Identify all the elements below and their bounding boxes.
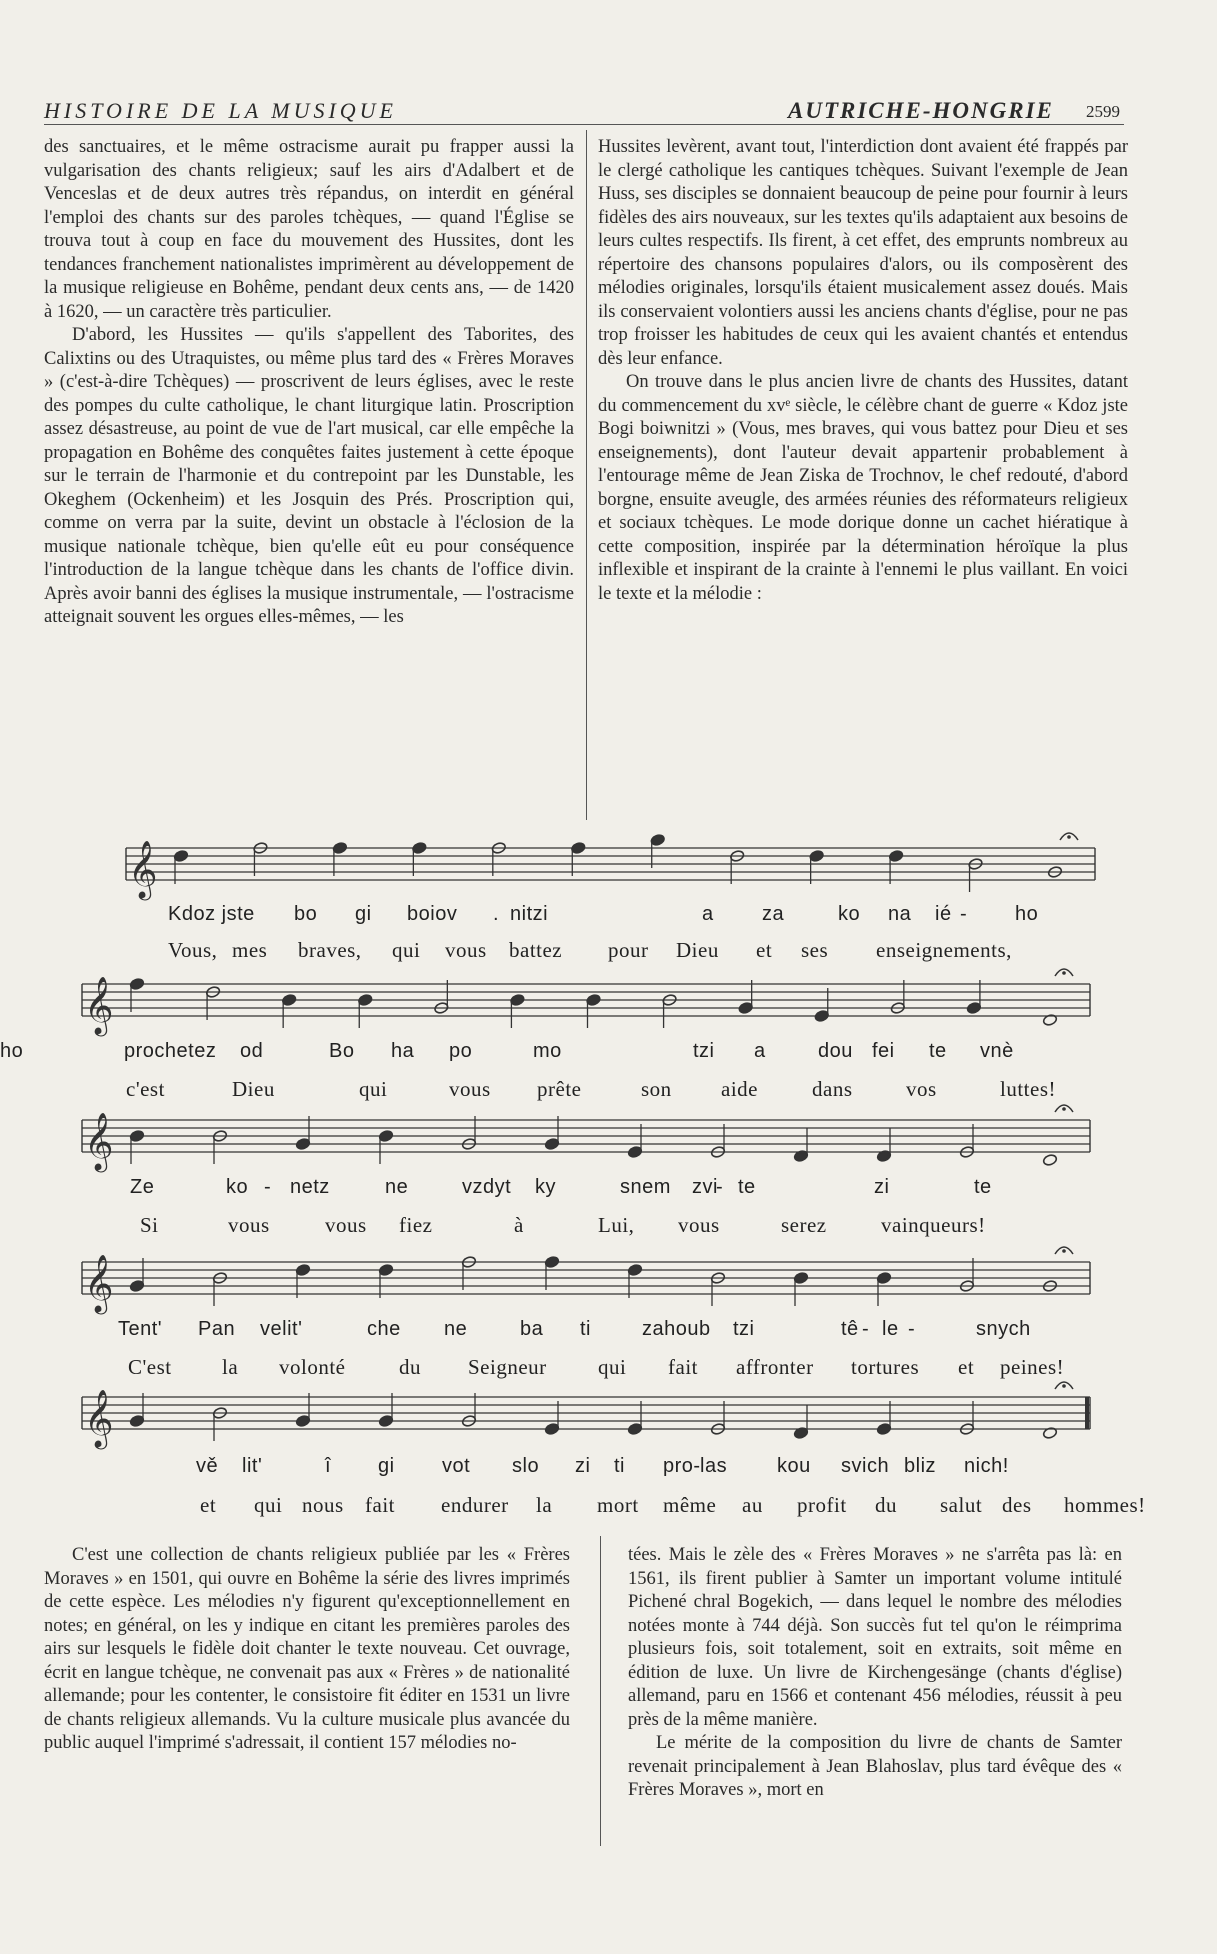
french-lyric-word: du (875, 1493, 897, 1517)
czech-syllable: tzi (733, 1318, 755, 1340)
czech-syllable: Tent' (118, 1318, 163, 1340)
french-lyric-word: la (536, 1493, 553, 1517)
fermata-dot (1062, 971, 1066, 975)
czech-syllable: lit' (242, 1455, 263, 1477)
czech-syllable: che (367, 1318, 401, 1340)
czech-syllable: gi (378, 1455, 395, 1477)
french-lyric-word: vous (325, 1213, 367, 1237)
french-lyric-word: Seigneur (468, 1355, 547, 1379)
czech-syllable: a (702, 903, 714, 925)
fermata-dot (1062, 1107, 1066, 1111)
czech-syllable: tzi (693, 1040, 715, 1062)
czech-syllable: tê (841, 1318, 859, 1340)
czech-syllable: gi (355, 903, 372, 925)
fermata-dot (1067, 835, 1071, 839)
french-lyric-word: Si (140, 1213, 159, 1237)
czech-syllable: ha (391, 1040, 415, 1062)
french-lyric-word: Dieu (676, 938, 719, 962)
czech-syllable: mo (533, 1040, 562, 1062)
czech-syllable: fei (872, 1040, 895, 1062)
czech-syllable: Ze (130, 1176, 155, 1198)
fermata-dot (1062, 1249, 1066, 1253)
czech-syllable: - (862, 1318, 870, 1340)
french-lyric-word: braves, (298, 938, 362, 962)
czech-syllable: - (264, 1176, 272, 1198)
czech-syllable: ne (444, 1318, 468, 1340)
paragraph: Le mérite de la composition du livre de chants de Samter revenait principalement à Jean Blahoslav, plus tard évêque des « Frères Moraves », mort en (628, 1733, 1122, 1800)
czech-syllable: svich (841, 1455, 890, 1477)
czech-syllable: po (449, 1040, 473, 1062)
french-lyric-word: vainqueurs! (881, 1213, 986, 1237)
french-lyric-word: fait (365, 1493, 395, 1517)
czech-syllable: ho (1015, 903, 1039, 925)
czech-syllable: ky (535, 1176, 556, 1198)
french-lyric-word: C'est (128, 1355, 172, 1379)
czech-syllable: snych (976, 1318, 1031, 1340)
french-lyric-word: son (641, 1077, 672, 1101)
czech-syllable: pro- (663, 1455, 701, 1477)
french-lyric-word: prête (537, 1077, 582, 1101)
czech-syllable: nitzi (510, 903, 549, 925)
french-lyric-word: et (200, 1493, 217, 1517)
czech-syllable: î (325, 1455, 332, 1477)
french-lyric-word: Vous, (168, 938, 218, 962)
french-lyric-word: ses (801, 938, 829, 962)
french-lyric-word: fait (668, 1355, 698, 1379)
treble-clef: 𝄞 (84, 976, 114, 1034)
french-lyric-word: des (1002, 1493, 1032, 1517)
french-lyric-word: qui (254, 1493, 283, 1517)
paragraph: On trouve dans le plus ancien livre de chants des Hussites, datant du commencement du xvᵉ siècle, le célèbre chant de guerre « Kdoz jste Bogi boiwnitzi » (Vous, mes braves, qui vous battez pour Dieu et ses enseignements), dont l'auteur devait appartenir probablement à l'entourage même de Jean Ziska de Trochnov, le chef redouté, d'abord borgne, ensuite aveugle, des armées réunies des réformateurs religieux et sociaux tchèques. Le mode dorique donne un cachet hiératique à cette composition, inspirée par la détermination héroïque la plus inflexible et inspirant de la crainte à l'ennemi le plus vaillant. En voici le texte et la mélodie : (598, 372, 1128, 604)
czech-syllable: vě (196, 1455, 219, 1477)
french-lyric-word: aide (721, 1077, 758, 1101)
czech-syllable: nich! (964, 1455, 1009, 1477)
french-lyric-word: peines! (1000, 1355, 1065, 1379)
fermata-dot (1062, 1384, 1066, 1388)
czech-syllable: zi (575, 1455, 591, 1477)
czech-syllable: te (738, 1176, 756, 1198)
french-lyric-word: du (399, 1355, 421, 1379)
czech-syllable: na (888, 903, 912, 925)
final-barline (1085, 1397, 1089, 1429)
czech-syllable: Bo (329, 1040, 355, 1062)
czech-syllable: zi (874, 1176, 890, 1198)
czech-syllable: bo (294, 903, 318, 925)
czech-syllable: velit' (260, 1318, 303, 1340)
czech-syllable: snem (620, 1176, 671, 1198)
french-lyric-word: nous (302, 1493, 344, 1517)
czech-syllable: vot (442, 1455, 471, 1477)
french-lyric-word: vous (228, 1213, 270, 1237)
french-lyric-word: qui (359, 1077, 388, 1101)
czech-syllable: dou (818, 1040, 853, 1062)
french-lyric-word: mort (597, 1493, 639, 1517)
french-lyric-word: battez (509, 938, 563, 962)
czech-syllable: te (929, 1040, 947, 1062)
czech-syllable: kou (777, 1455, 811, 1477)
french-lyric-word: et (756, 938, 773, 962)
french-lyric-word: c'est (126, 1077, 165, 1101)
czech-syllable: - (908, 1318, 916, 1340)
french-lyric-word: au (742, 1493, 763, 1517)
column-divider (600, 1536, 601, 1846)
french-lyric-word: hommes! (1064, 1493, 1146, 1517)
french-lyric-word: vos (906, 1077, 937, 1101)
czech-syllable: vnè (980, 1040, 1014, 1062)
paragraph: C'est une collection de chants religieux publiée par les « Frères Moraves » en 1501, qui ouvre en Bohême la série des livres imprimés de cette espèce. Les mélodies n'y figurent qu'exceptionnellement en notes; en général, on les y indique en citant les premières paroles des airs sur lesquels le fidèle doit chanter le texte nouveau. Cet ouvrage, écrit en langue tchèque, ne convenait pas aux « Frères » de nationalité allemande; pour les contenter, le consistoire fit éditer en 1531 un livre de chants religieux allemands. Vu la culture musicale plus avancée du public auquel l'imprimé s'adressait, il contient 157 mélodies no- (44, 1545, 570, 1753)
french-lyric-word: fiez (399, 1213, 433, 1237)
bottom-right-column (628, 1544, 1122, 1803)
french-lyric-word: affronter (736, 1355, 814, 1379)
french-lyric-word: la (222, 1355, 239, 1379)
paragraph: Hussites levèrent, avant tout, l'interdiction dont avaient été frappés par le clergé catholique les cantiques tchèques. Suivant l'exemple de Jean Huss, ses disciples se donnaient beaucoup de peine pour fournir à leurs fidèles des airs nouveaux, sur les textes qu'ils adaptaient aux besoins de leurs cultes respectifs. Ils firent, à cet effet, des emprunts nombreux au répertoire des chansons populaires d'alors, ou ils composèrent des mélodies originales, lorsqu'ils étaient musicalement assez doués. Mais ils conservaient volontiers aussi les anciens chants d'église, pour ne pas trop froisser les habitudes de ceux qui les avaient chantés et entendus dès leur enfance. (598, 137, 1128, 369)
czech-syllable: ne (385, 1176, 409, 1198)
czech-syllable: boiov (407, 903, 458, 925)
czech-syllable: ié (935, 903, 952, 925)
french-lyric-word: salut (940, 1493, 983, 1517)
french-lyric-word: même (663, 1493, 717, 1517)
french-lyric-word: à (514, 1213, 524, 1237)
treble-clef: 𝄞 (84, 1254, 114, 1312)
czech-syllable: - (716, 1176, 724, 1198)
paragraph: des sanctuaires, et le même ostracisme aurait pu frapper aussi la vulgarisation des chants religieux; sauf les airs d'Adalbert et de Venceslas et de deux autres très répandus, on interdit en général l'emploi des chants sur des paroles tchèques, — quand l'Église se trouva tout à coup en face du mouvement des Hussites, dont les tendances franchement nationalistes imprimèrent au développement de la musique religieuse en Bohême, pendant deux cents ans, — de 1420 à 1620, — un caractère très particulier. (44, 137, 574, 322)
czech-syllable: ko (226, 1176, 249, 1198)
french-lyric-word: luttes! (1000, 1077, 1056, 1101)
czech-syllable: ba (520, 1318, 544, 1340)
czech-syllable: slo (512, 1455, 540, 1477)
french-lyric-word: vous (449, 1077, 491, 1101)
french-lyric-word: mes (232, 938, 268, 962)
bottom-left-column (44, 1544, 570, 1756)
czech-syllable: od (240, 1040, 264, 1062)
czech-syllable: prochetez (124, 1040, 217, 1062)
french-lyric-word: pour (608, 938, 649, 962)
french-lyric-word: Dieu (232, 1077, 275, 1101)
header-left-title: HISTOIRE DE LA MUSIQUE (44, 98, 397, 123)
treble-clef: 𝄞 (128, 840, 158, 898)
treble-clef: 𝄞 (84, 1389, 114, 1447)
czech-syllable: zvi (692, 1176, 718, 1198)
czech-syllable: bliz (904, 1455, 937, 1477)
french-lyric-word: enseignements, (876, 938, 1012, 962)
french-lyric-word: endurer (441, 1493, 509, 1517)
french-lyric-word: tortures (851, 1355, 920, 1379)
czech-syllable: Pan (198, 1318, 236, 1340)
french-lyric-word: et (958, 1355, 975, 1379)
czech-syllable: . (493, 903, 500, 925)
czech-syllable: Kdoz jste (168, 903, 255, 925)
french-lyric-word: serez (781, 1213, 827, 1237)
czech-syllable: te (974, 1176, 992, 1198)
paragraph: tées. Mais le zèle des « Frères Moraves » ne s'arrêta pas là: en 1561, ils firent publier à Samter un important volume intitulé Pichené chral Bogekich, — dans lequel le nombre des mélodies notées monte à 744 déjà. Son succès fut tel qu'on le réimprima plusieurs fois, soit totalement, soit en extraits, soit même en édition de luxe. Un livre de Kirchengesänge (chants d'église) allemand, paru en 1566 et contenant 456 mélodies, réussit à peu près de la même manière. (628, 1545, 1122, 1730)
french-lyric-word: volonté (279, 1355, 346, 1379)
czech-syllable: ho (0, 1040, 24, 1062)
czech-syllable: le (882, 1318, 899, 1340)
french-lyric-word: vous (445, 938, 487, 962)
paragraph: D'abord, les Hussites — qu'ils s'appellent des Taborites, des Calixtins ou des Utraquistes, ou même plus tard des « Frères Moraves » (c'est-à-dire Tchèques) — proscrivent de leurs églises, avec le reste des pompes du culte catholique, le chant liturgique latin. Proscription assez désastreuse, au point de vue de l'art musical, car elle empêche la propagation en Bohême des conquêtes faites justement à cette époque sur le terrain de l'harmonie et du contrepoint par les Dunstable, les Okeghem (Ockenheim) et les Josquin des Prés. Proscription qui, comme on verra par la suite, devint un obstacle à l'éclosion de la musique nationale tchèque, bien qu'elle eût eu pour conséquence l'introduction de la langue tchèque dans les chants de l'office divin. Après avoir banni des églises la musique instrumentale, — l'ostracisme atteignait souvent les orgues elles-mêmes, — les (44, 325, 574, 627)
french-lyric-word: dans (812, 1077, 853, 1101)
french-lyric-word: qui (392, 938, 421, 962)
czech-syllable: ko (838, 903, 861, 925)
czech-syllable: zahoub (642, 1318, 711, 1340)
french-lyric-word: vous (678, 1213, 720, 1237)
czech-syllable: ti (614, 1455, 625, 1477)
czech-syllable: za (762, 903, 785, 925)
french-lyric-word: profit (797, 1493, 847, 1517)
half-note (1042, 1154, 1057, 1167)
czech-syllable: vzdyt (462, 1176, 512, 1198)
french-lyric-word: qui (598, 1355, 627, 1379)
header-right-title: AUTRICHE-HONGRIE (788, 98, 1054, 123)
czech-syllable: - (960, 903, 968, 925)
czech-syllable: netz (290, 1176, 330, 1198)
czech-syllable: las (700, 1455, 728, 1477)
czech-syllable: a (754, 1040, 766, 1062)
french-lyric-word: Lui, (598, 1213, 635, 1237)
page-number: 2599 (1086, 102, 1120, 121)
czech-syllable: ti (580, 1318, 591, 1340)
treble-clef: 𝄞 (84, 1112, 114, 1170)
